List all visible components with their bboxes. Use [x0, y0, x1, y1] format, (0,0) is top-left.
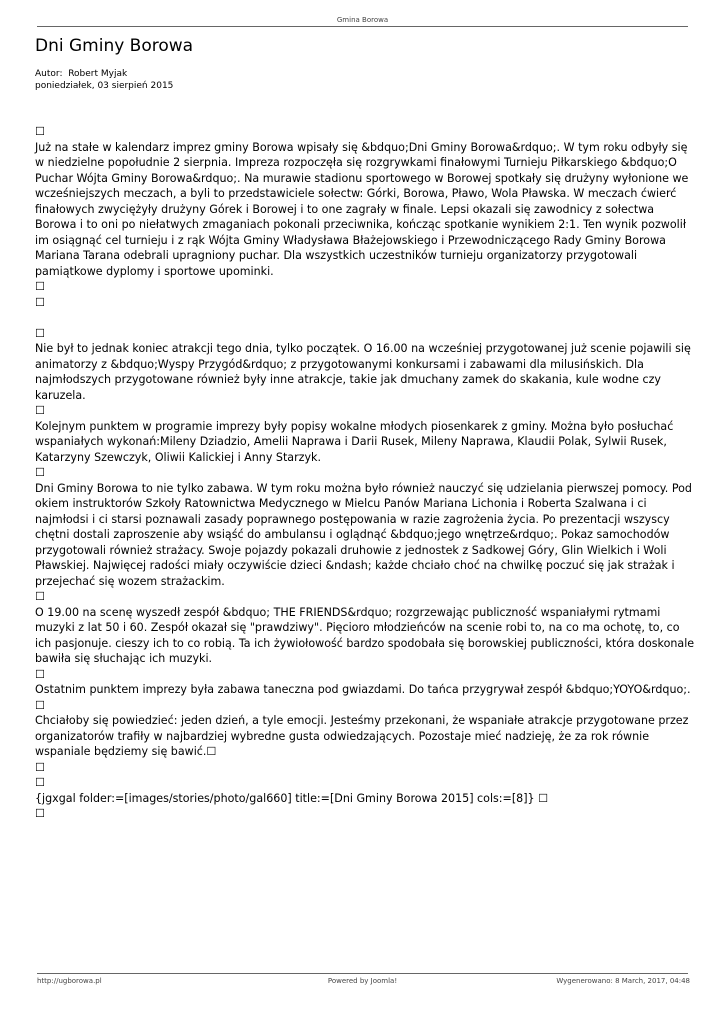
placeholder-box-icon: ☐: [35, 760, 45, 774]
placeholder-box-icon: ☐: [35, 807, 45, 820]
placeholder-box-icon: ☐: [35, 125, 45, 138]
site-header: Gmina Borowa: [336, 16, 389, 24]
paragraph-band: O 19.00 na scenę wyszedł zespół &bdquo; THE FRIENDS&rdquo; rozgrzewając publiczność wspaniałymi rytmami muzyki z lat 50 i 60. Zespół okazał się "prawdziwy". Pięcioro młodzieńców na scenie robi to, na co ma ochotę, to, co ich pasjonuje. cieszy ich to co robią. Ta ich żywiołowość bardzo spodobała się borowskiej publiczności, która doskonale bawiła się słuchając ich muzyki.: [35, 605, 695, 665]
paragraph-first-aid: Dni Gminy Borowa to nie tylko zabawa. W tym roku można było również nauczyć się udzielania pierwszej pomocy. Pod okiem instruktorów Szkoły Ratownictwa Medycznego w Mielcu Panów Mariana Lichonia i Roberta Szalwana i ci najmłodsi i ci starsi poznawali zasady poprawnego postępowania w razie zagrożenia życia. Po prezentacji wszyscy chętni dostali zaproszenie aby wsiąść do ambulansu i oglądnąć &bdquo;jego wnętrze&rdquo;. Pokaz samochodów przygotowali również strażacy. Swoje pojazdy pokazali druhowie z jednostek z Sadkowej Góry, Glin Wielkich i Woli Pławskiej. Najwięcej radości miały oczywiście dzieci &ndash; każde chciało choć na chwilkę poczuć się jak strażak i przejechać się wozem strażackim.: [35, 481, 692, 588]
footer-powered-by: Powered by Joomla!: [327, 977, 398, 985]
placeholder-box-icon: ☐: [35, 698, 45, 712]
paragraph-dance: Ostatnim punktem imprezy była zabawa taneczna pod gwiazdami. Do tańca przygrywał zespół &bdquo;YOYO&rdquo;.: [35, 683, 691, 696]
article-body: [35, 124, 695, 822]
placeholder-box-icon: ☐: [35, 280, 45, 293]
author-line: Autor: Robert Myjak: [35, 69, 128, 79]
paragraph-summary: [35, 713, 695, 760]
placeholder-box-icon: ☐: [35, 776, 45, 789]
article-title: Dni Gminy Borowa: [35, 36, 194, 56]
article-meta: [35, 68, 173, 92]
footer-divider: [37, 973, 688, 974]
placeholder-box-icon: ☐: [35, 295, 45, 309]
gallery-code-text: {jgxgal folder:=[images/stories/photo/gal660] title:=[Dni Gminy Borowa 2015] cols:=[8]}: [35, 791, 535, 805]
footer-generated: Wygenerowano: 8 March, 2017, 04:48: [556, 977, 690, 985]
placeholder-box-icon: ☐: [538, 791, 549, 805]
placeholder-box-icon: ☐: [206, 745, 217, 758]
spacer: [35, 310, 695, 326]
footer-url: http://ugborowa.pl: [37, 977, 102, 985]
date-line: poniedziałek, 03 sierpień 2015: [35, 81, 174, 91]
paragraph-singers: Kolejnym punktem w programie imprezy były popisy wokalne młodych piosenkarek z gminy. Można było posłuchać wspaniałych wykonań:Mileny Dziadzio, Amelii Naprawa i Darii Rusek, Mileny Naprawa, Klaudii Polak, Sylwii Rusek, Katarzyny Szewczyk, Oliwii Kalickiej i Anny Starzyk.: [35, 419, 674, 464]
placeholder-box-icon: ☐: [35, 326, 45, 340]
paragraph-attractions: Nie był to jednak koniec atrakcji tego dnia, tylko początek. O 16.00 na wcześniej przygotowanej już scenie pojawili się animatorzy z &bdquo;Wyspy Przygód&rdquo; z przygotowanymi konkursami i zabawami dla milusińskich. Dla najmłodszych przygotowane również były inne atrakcje, takie jak dmuchany zamek do skakania, kule wodne czy karuzela.: [35, 342, 691, 402]
header-divider: [37, 26, 688, 27]
placeholder-box-icon: ☐: [35, 590, 45, 603]
placeholder-box-icon: ☐: [35, 404, 45, 417]
placeholder-box-icon: ☐: [35, 667, 45, 681]
summary-text: Chciałoby się powiedzieć: jeden dzień, a tyle emocji. Jesteśmy przekonani, że wspaniałe atrakcje przygotowane przez organizatorów trafiły w najbardziej wybredne gusta odwiedzających. Pozostaje mieć nadzieję, że za rok równie wspaniale będziemy się bawić.: [35, 714, 689, 758]
placeholder-box-icon: ☐: [35, 466, 45, 479]
paragraph-tournament: Już na stałe w kalendarz imprez gminy Borowa wpisały się &bdquo;Dni Gminy Borowa&rdquo;. W tym roku odbyły się w niedzielne popołudnie 2 sierpnia. Impreza rozpoczęła się rozgrywkami finałowymi Turnieju Piłkarskiego &bdquo;O Puchar Wójta Gminy Borowa&rdquo;. Na murawie stadionu sportowego w Borowej spotkały się drużyny wyłonione we wcześniejszych meczach, a byli to przedstawiciele sołectw: Górki, Borowa, Pławo, Wola Pławska. W meczach ćwierć finałowych zwyciężyły drużyny Górek i Borowej i to one zagrały w finale. Lepsi okazali się zawodnicy z sołectwa Borowa i to oni po niełatwych zmaganiach pokonali przeciwnika, kończąc spotkanie wynikiem 2:1. Ten wynik pozwolił im osiągnąć cel turnieju i z rąk Wójta Gminy Władysława Błażejowskiego i Przewodniczącego Rady Gminy Borowa Mariana Tarana odebrali upragniony puchar. Dla wszystkich uczestników turnieju organizatorzy przygotowali pamiątkowe dyplomy i sportowe upominki.: [35, 140, 689, 278]
paragraph-gallery-code: [35, 791, 695, 807]
